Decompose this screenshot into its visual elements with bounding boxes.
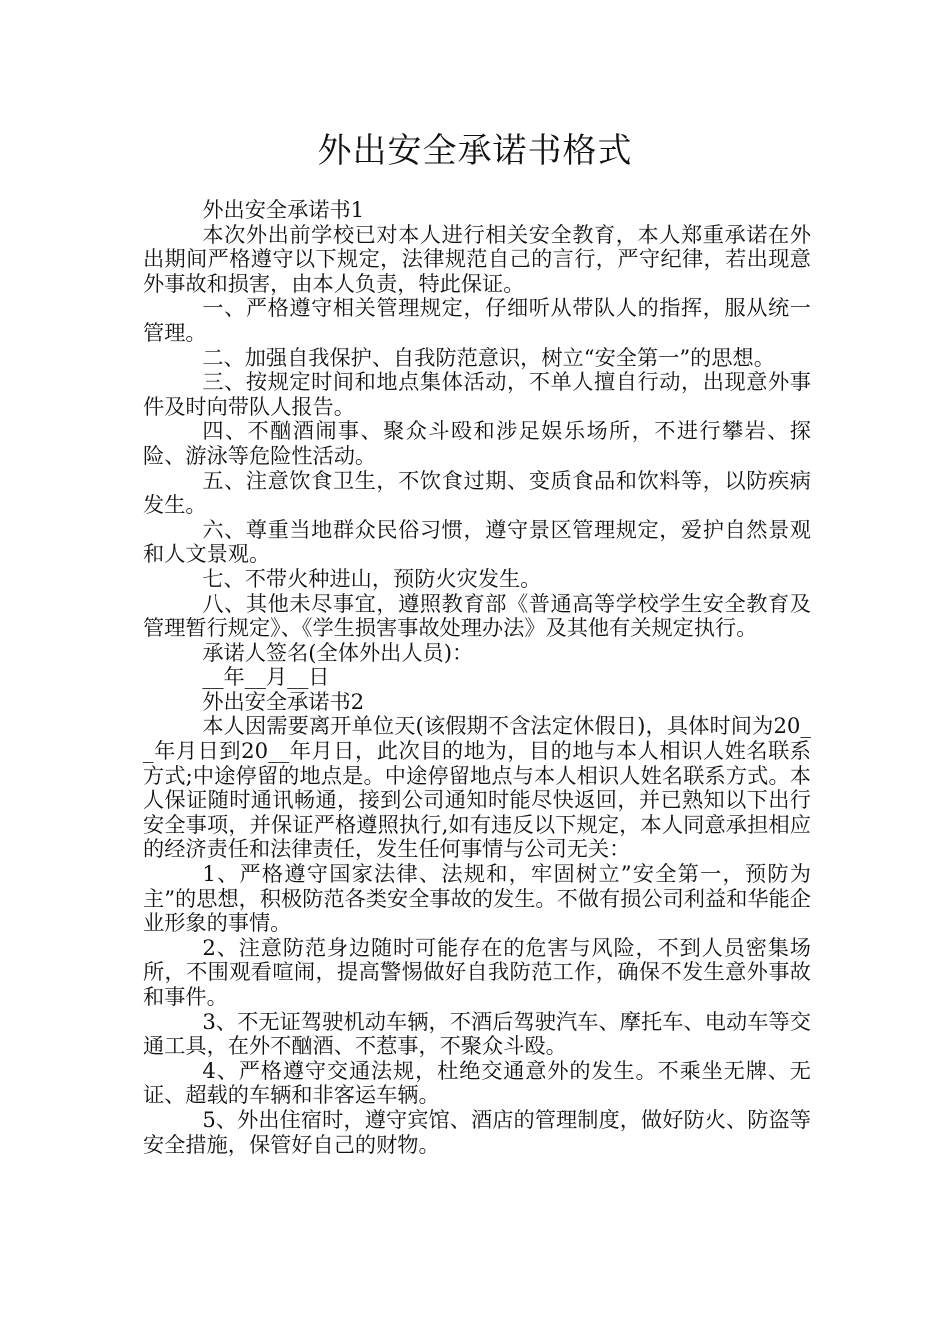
signature-line: 承诺人签名(全体外出人员)： [202, 639, 474, 665]
rule-item-7: 七、不带火种进山，预防火灾发生。 [202, 565, 542, 591]
rule-item-4: 四、不酗酒闹事、聚众斗殴和涉足娱乐场所，不进行攀岩、探险、游泳等危险性活动。 [143, 418, 811, 468]
rule-item-8: 八、其他未尽事宜，遵照教育部《普通高等学校学生安全教育及管理暂行规定》、《学生损害事故处理办法》及其他有关规定执行。 [143, 590, 811, 641]
rule-item-5: 五、注意饮食卫生，不饮食过期、变质食品和饮料等，以防疾病发生。 [143, 467, 811, 518]
rule-item-2: 二、加强自我保护、自我防范意识，树立“安全第一”的思想。 [202, 344, 775, 370]
intro-paragraph-2: 本人因需要离开单位天(该假期不含法定休假日)，具体时间为20__年月日到20__年月日，此次目的地为，目的地与本人相识人姓名联系方式;中途停留的地点是。中途停留地点与本人相识人姓名联系方式。本人保证随时通讯畅通，接到公司通知时能尽快返回，并已熟知以下出行安全事项，并保证严格遵照执行,如有违反以下规定，本人同意承担相应的经济责任和法律责任，发生任何事情与公司无关： [143, 713, 811, 862]
numbered-item-2: 2、注意防范身边随时可能存在的危害与风险，不到人员密集场所，不围观看喧闹，提高警惕做好自我防范工作，确保不发生意外事故和事件。 [143, 934, 811, 1009]
numbered-item-5: 5、外出住宿时，遵守宾馆、酒店的管理制度，做好防火、防盗等安全措施，保管好自己的财物。 [143, 1106, 811, 1157]
numbered-item-1: 1、严格遵守国家法律、法规和，牢固树立”安全第一，预防为主”的思想，积极防范各类安全事故的发生。不做有损公司利益和华能企业形象的事情。 [143, 861, 811, 936]
intro-paragraph-1: 本次外出前学校已对本人进行相关安全教育，本人郑重承诺在外出期间严格遵守以下规定，法律规范自己的言行，严守纪律，若出现意外事故和损害，由本人负责，特此保证。 [143, 221, 811, 296]
numbered-item-3: 3、不无证驾驶机动车辆，不酒后驾驶汽车、摩托车、电动车等交通工具，在外不酗酒、不惹事，不聚众斗殴。 [143, 1008, 811, 1059]
numbered-item-4: 4、严格遵守交通法规，杜绝交通意外的发生。不乘坐无牌、无证、超载的车辆和非客运车辆。 [143, 1057, 811, 1108]
rule-item-3: 三、按规定时间和地点集体活动，不单人擅自行动，出现意外事件及时向带队人报告。 [143, 369, 811, 419]
date-line: __年__月__日 [202, 664, 330, 690]
rule-item-6: 六、尊重当地群众民俗习惯，遵守景区管理规定，爱护自然景观和人文景观。 [143, 516, 811, 567]
page-title: 外出安全承诺书格式 [317, 131, 633, 171]
section-heading-1: 外出安全承诺书1 [202, 197, 365, 222]
document-body [143, 198, 811, 1157]
rule-item-1: 一、严格遵守相关管理规定，仔细听从带队人的指挥，服从统一管理。 [143, 295, 811, 345]
section-heading-2: 外出安全承诺书2 [202, 688, 365, 714]
